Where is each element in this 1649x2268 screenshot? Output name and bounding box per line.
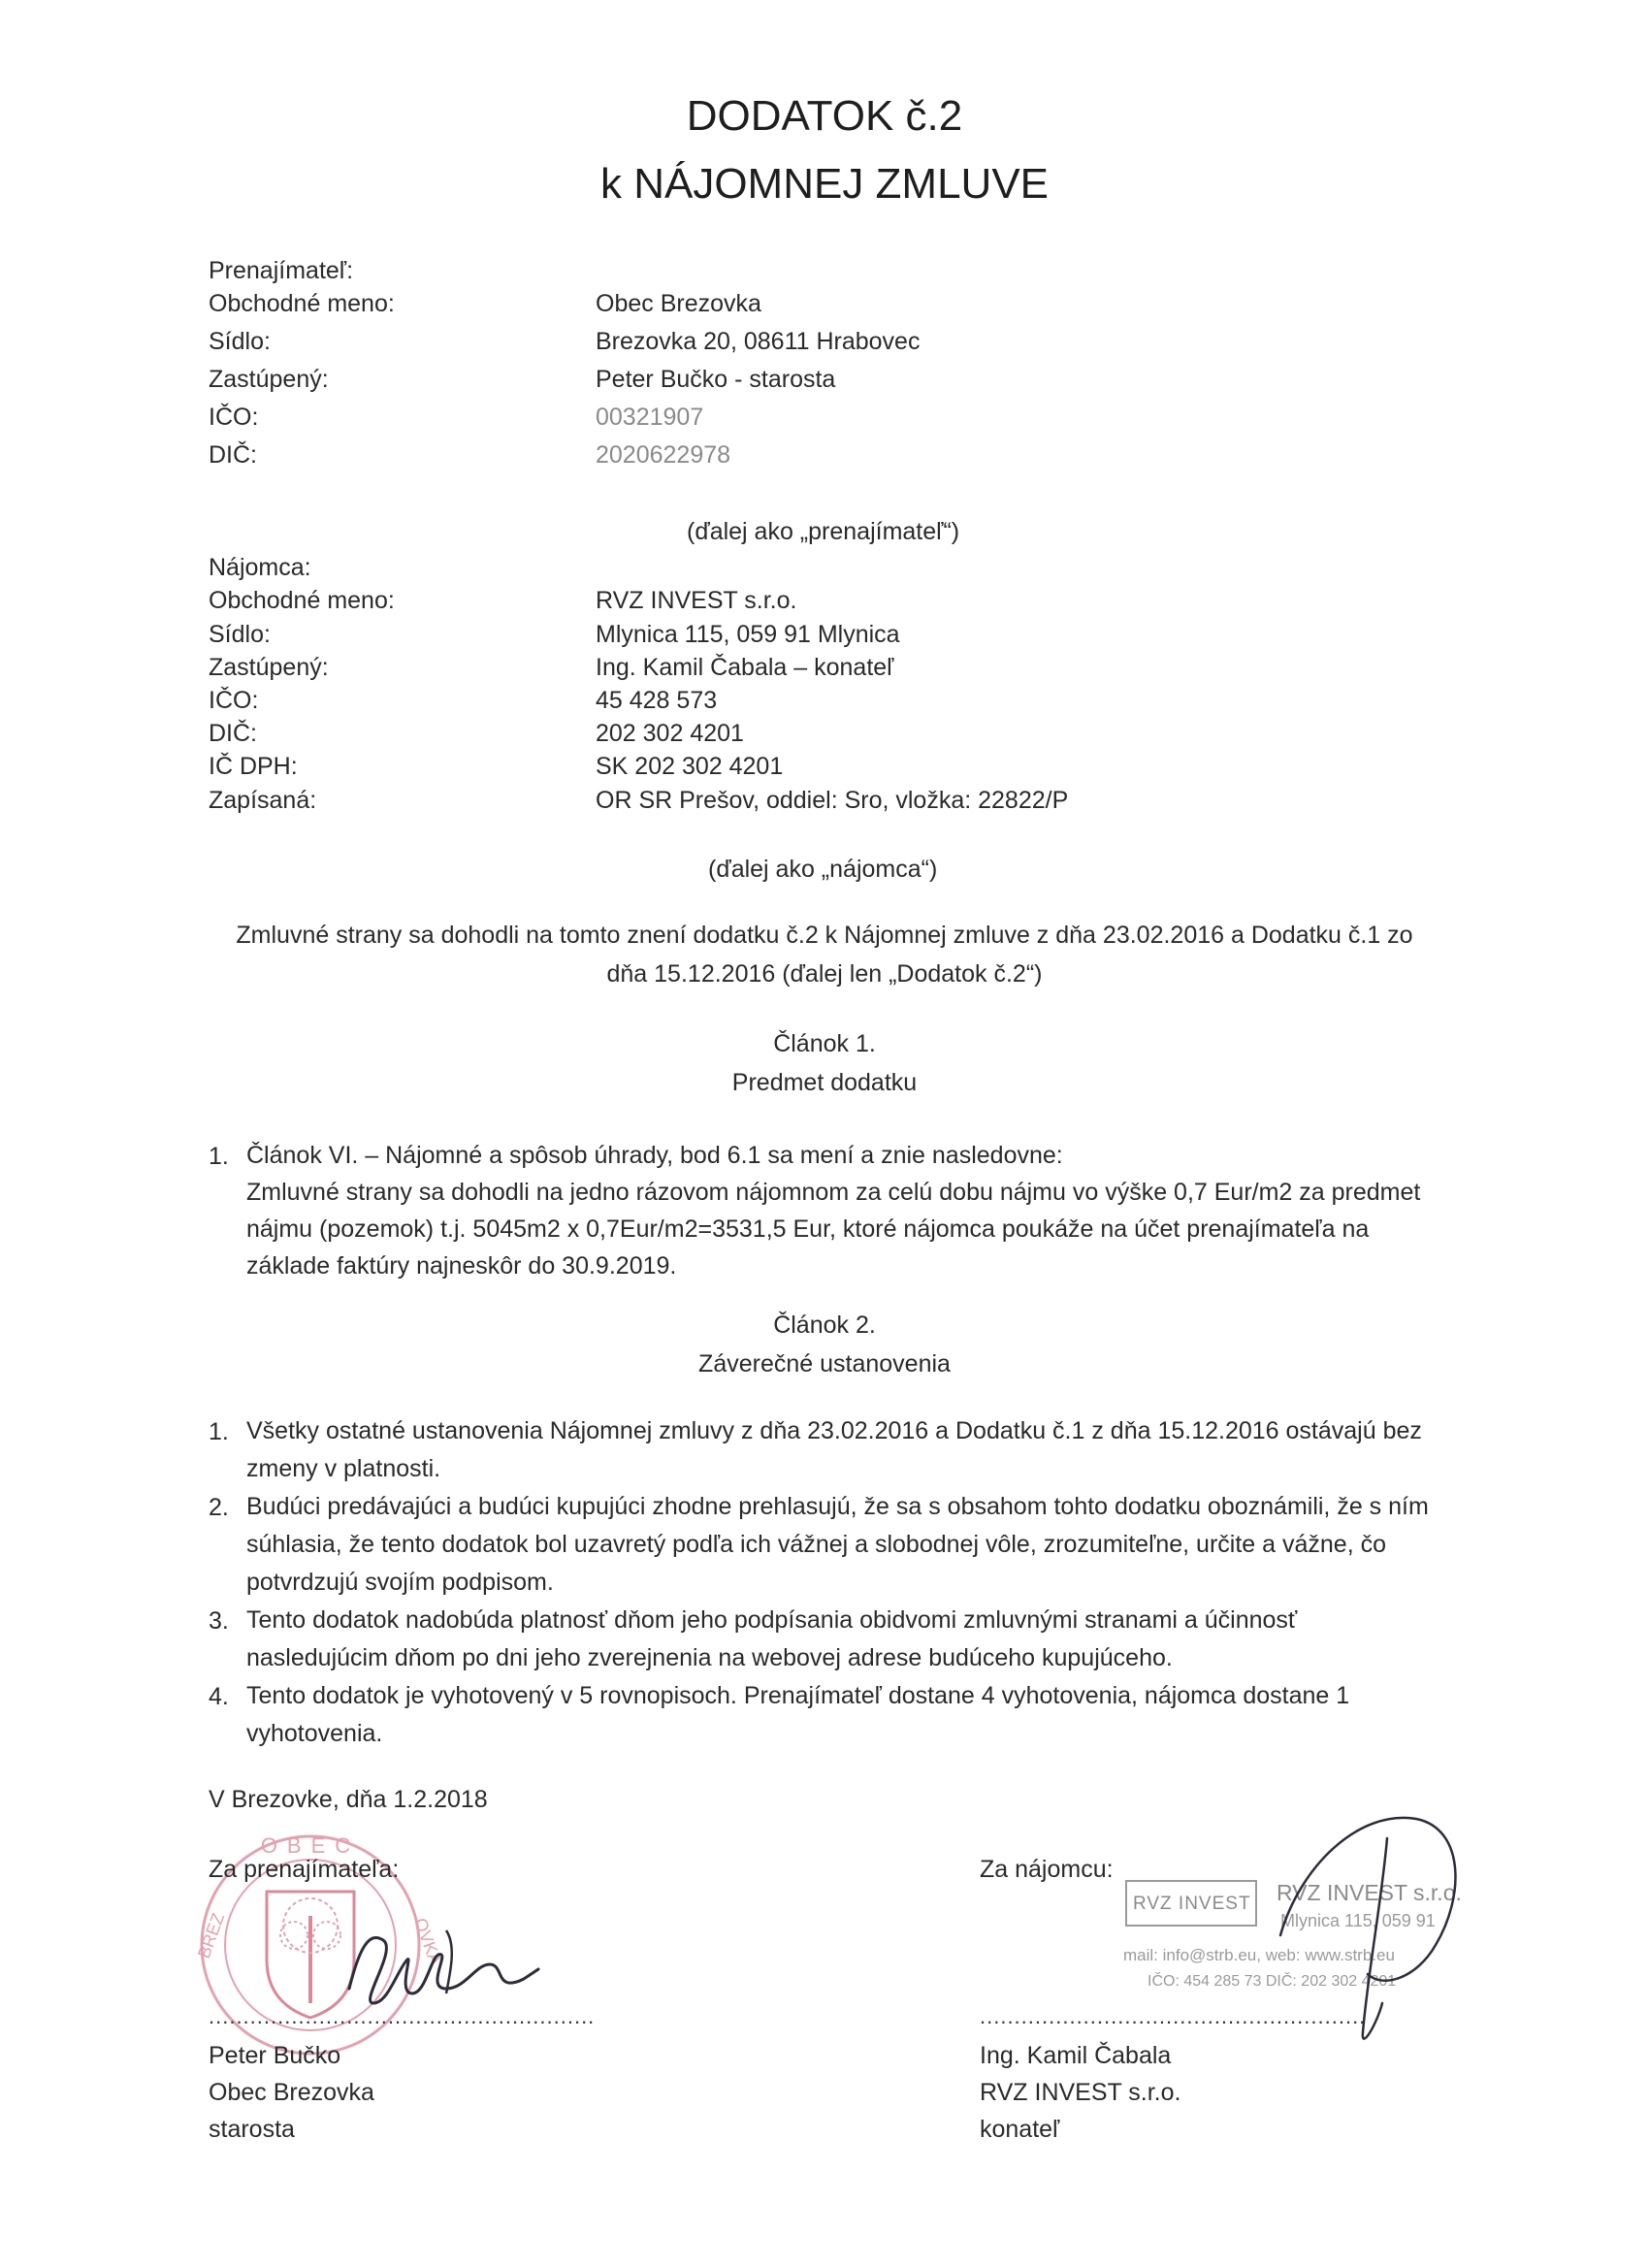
landlord-label-dic: DIČ: [209,441,257,469]
tenant-value-dic: 202 302 4201 [596,720,744,747]
article-1-item-heading: Článok VI. – Nájomné a spôsob úhrady, bod 6.1 sa mení a znie nasledovne: [246,1142,1063,1169]
landlord-signer-name: Peter Bučko [209,2042,341,2069]
tenant-alias: (ďalej ako „nájomca“) [708,856,938,883]
landlord-label-name: Obchodné meno: [209,290,395,317]
stamp-address: Mlynica 115, 059 91 [1280,1911,1436,1930]
landlord-value-rep: Peter Bučko - starosta [596,366,836,393]
article-2-item-2-line-2: súhlasia, že tento dodatok bol uzavretý podľa ich vážnej a slobodnej vôle, zrozumiteľne, určite a vážne, čo [246,1531,1386,1558]
landlord-label-rep: Zastúpený: [209,366,329,393]
tenant-label-name: Obchodné meno: [209,587,395,614]
article-1-number: Článok 1. [773,1030,876,1057]
tenant-signer-org: RVZ INVEST s.r.o. [980,2079,1181,2106]
article-1-item-line-1: Zmluvné strany sa dohodli na jedno rázovom nájomnom za celú dobu nájmu vo výške 0,7 Eur/m2 za predmet [246,1179,1421,1206]
article-1-title: Predmet dodatku [731,1069,918,1096]
landlord-value-dic: 2020622978 [596,441,731,469]
tenant-label-seat: Sídlo: [209,621,271,648]
svg-text:BREZ: BREZ [193,1910,229,1961]
document-subtitle: k NÁJOMNEJ ZMLUVE [599,160,1050,208]
svg-text:OBEC: OBEC [260,1833,361,1858]
article-1-item-line-3: základe faktúry najneskôr do 30.9.2019. [246,1252,677,1280]
landlord-value-ico: 00321907 [596,404,704,431]
tenant-value-ico: 45 428 573 [596,687,718,714]
intro-line-2: dňa 15.12.2016 (ďalej len „Dodatok č.2“) [606,960,1043,988]
landlord-signature-line: ........................................................ [209,2004,596,2028]
article-1-item-number: 1. [209,1143,229,1170]
landlord-signer-org: Obec Brezovka [209,2079,374,2106]
article-2-item-1-line-2: zmeny v platnosti. [246,1455,441,1482]
landlord-signature-label: Za prenajímateľa: [209,1856,400,1883]
tenant-label-dic: DIČ: [209,720,257,747]
tenant-signer-name: Ing. Kamil Čabala [980,2042,1172,2069]
landlord-alias: (ďalej ako „prenajímateľ“) [687,518,960,545]
article-2-item-1-line-1: Všetky ostatné ustanovenia Nájomnej zmluvy z dňa 23.02.2016 a Dodatku č.1 z dňa 15.12.2016 ostávajú bez [246,1417,1422,1444]
tenant-heading: Nájomca: [209,554,311,581]
article-1-item-line-2: nájmu (pozemok) t.j. 5045m2 x 0,7Eur/m2=3531,5 Eur, ktoré nájomca poukáže na účet prenajímateľa na [246,1215,1370,1243]
svg-text:OVKA: OVKA [410,1915,446,1968]
article-2-item-4-line-1: Tento dodatok je vyhotovený v 5 rovnopisoch. Prenajímateľ dostane 4 vyhotovenia, nájomca dostane 1 [246,1682,1350,1709]
tenant-label-icdph: IČ DPH: [209,753,298,780]
tenant-label-registered: Zapísaná: [209,787,317,814]
landlord-signature-icon [330,1911,543,2018]
article-2-item-2-number: 2. [209,1494,229,1521]
tenant-value-icdph: SK 202 302 4201 [596,753,784,780]
landlord-signer-role: starosta [209,2116,295,2143]
landlord-heading: Prenajímateľ: [209,257,354,284]
landlord-value-name: Obec Brezovka [596,290,761,317]
article-2-item-3-number: 3. [209,1607,229,1635]
document-title: DODATOK č.2 [686,92,963,140]
article-2-title: Záverečné ustanovenia [698,1350,951,1377]
article-2-item-4-number: 4. [209,1683,229,1710]
tenant-signature-line: ........................................................ [980,2004,1367,2028]
tenant-value-registered: OR SR Prešov, oddiel: Sro, vložka: 22822/P [596,787,1069,814]
landlord-label-seat: Sídlo: [209,328,271,355]
tenant-value-name: RVZ INVEST s.r.o. [596,587,797,614]
article-2-item-3-line-2: nasledujúcim dňom po dni jeho zverejnenia na webovej adrese budúceho kupujúceho. [246,1644,1173,1671]
tenant-label-ico: IČO: [209,687,259,714]
article-2-item-1-number: 1. [209,1418,229,1445]
tenant-signer-role: konateľ [980,2116,1060,2143]
article-2-item-2-line-1: Budúci predávajúci a budúci kupujúci zhodne prehlasujú, že sa s obsahom tohto dodatku oboznámili, že s ním [246,1493,1429,1520]
stamp-company: RVZ INVEST s.r.o. [1277,1880,1462,1905]
article-2-item-3-line-1: Tento dodatok nadobúda platnosť dňom jeho podpísania obidvomi zmluvnými stranami a účinnosť [246,1606,1298,1634]
stamp-contact: mail: info@strb.eu, web: www.strb.eu [1123,1946,1395,1964]
intro-line-1: Zmluvné strany sa dohodli na tomto znení dodatku č.2 k Nájomnej zmluve z dňa 23.02.2016 a Dodatku č.1 zo [236,922,1413,949]
tenant-label-rep: Zastúpený: [209,654,329,681]
stamp-logo: RVZ INVEST [1133,1894,1251,1914]
stamp-ids: IČO: 454 285 73 DIČ: 202 302 4201 [1148,1973,1397,1990]
place-date: V Brezovke, dňa 1.2.2018 [209,1786,488,1813]
landlord-value-seat: Brezovka 20, 08611 Hrabovec [596,328,921,355]
tenant-value-seat: Mlynica 115, 059 91 Mlynica [596,621,900,648]
article-2-item-2-line-3: potvrdzujú svojím podpisom. [246,1569,554,1596]
landlord-label-ico: IČO: [209,404,259,431]
article-2-number: Článok 2. [773,1312,876,1339]
tenant-signature-label: Za nájomcu: [980,1856,1114,1883]
article-2-item-4-line-2: vyhotovenia. [246,1720,383,1747]
tenant-value-rep: Ing. Kamil Čabala – konateľ [596,654,894,681]
